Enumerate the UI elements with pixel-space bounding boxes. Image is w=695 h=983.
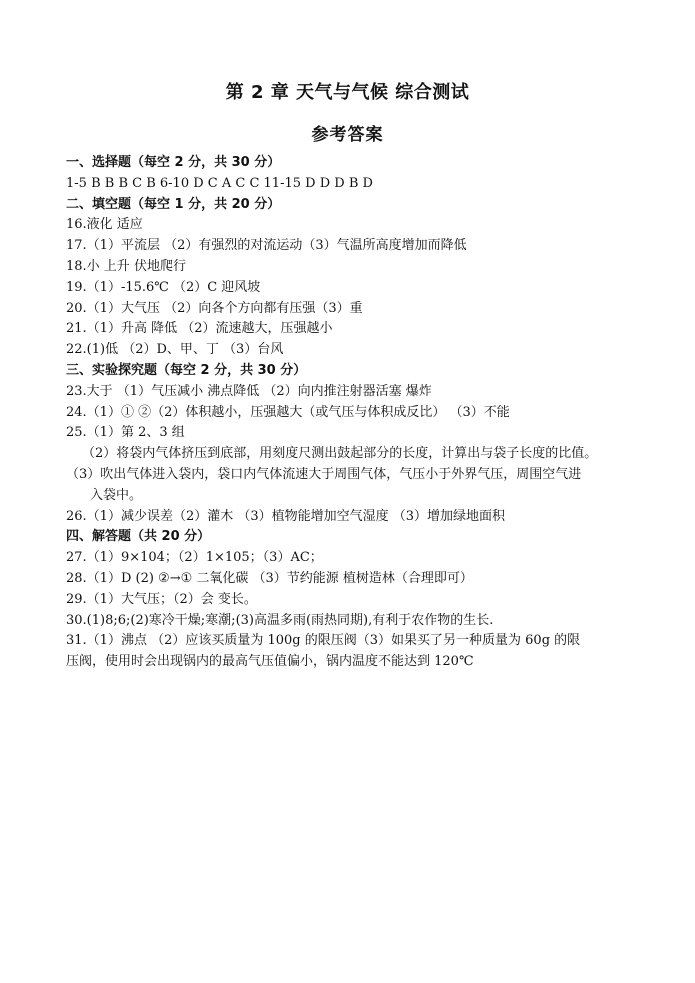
section-heading-choice: 一、选择题（每空 2 分，共 30 分） [66,155,281,170]
answer-line-26: 26.（1）减少误差（2）灌木 （3）植物能增加空气湿度 （3）增加绿地面积 [66,508,506,524]
answer-line-21: 21.（1）升高 降低 （2）流速越大，压强越小 [66,321,333,337]
answer-line-22: 22.(1)低 （2）D、甲、丁 （3）台风 [66,342,284,358]
answer-line-25-2: （2）将袋内气体挤压到底部，用刻度尺测出鼓起部分的长度，计算出与袋子长度的比值。 [82,446,598,462]
answer-line-25-3: （3）吹出气体进入袋内，袋口内气体流速大于周围气体，气压小于外界气压，周围空气进 [66,466,582,482]
section-heading-fill: 二、填空题（每空 1 分，共 20 分） [66,196,281,212]
answer-line-25-3-cont: 入袋中。 [90,487,143,503]
answer-line-28: 28.（1）D (2) ②→① 二氧化碳 （3）节约能源 植树造林（合理即可） [66,570,473,586]
answer-line-31: 31.（1）沸点 （2）应该买质量为 100g 的限压阀（3）如果买了另一种质量为 60g 的限 [66,633,581,649]
section-heading-experiment: 三、实验探究题（每空 2 分，共 30 分） [66,362,307,378]
answer-line-20: 20.（1）大气压 （2）向各个方向都有压强（3）重 [66,300,363,316]
answer-line-18: 18.小 上升 伏地爬行 [66,258,186,274]
answer-line-17: 17.（1）平流层 （2）有强烈的对流运动（3）气温所高度增加而降低 [66,238,467,254]
page-subtitle: 参考答案 [311,125,384,145]
page-title: 第 2 章 天气与气候 综合测试 [225,82,470,103]
answer-line-27: 27.（1）9×104；（2）1×105；（3）AC； [66,550,323,566]
answer-line-16: 16.液化 适应 [66,217,143,233]
answer-line-24: 24.（1）① ②（2）体积越小，压强越大（或气压与体积成反比） （3）不能 [66,404,510,420]
answer-content [66,153,666,673]
answer-line-23: 23.大于 （1）气压减小 沸点降低 （2）向内推注射器活塞 爆炸 [66,383,432,399]
answer-line-30: 30.(1)8;6;(2)寒冷干燥;寒潮;(3)高温多雨(雨热同期),有利于农作物的生长. [66,612,494,628]
answer-line-choice: 1-5 B B B C B 6-10 D C A C C 11-15 D D D B D [66,175,373,191]
answer-line-25-1: 25.（1）第 2、3 组 [66,425,185,441]
answer-line-29: 29.（1）大气压；（2）会 变长。 [66,591,257,607]
section-heading-solve: 四、解答题（共 20 分） [66,529,211,545]
answer-line-31-cont: 压阀，使用时会出现锅内的最高气压值偏小，锅内温度不能达到 120℃ [66,654,474,670]
answer-line-19: 19.（1）-15.6℃ （2）C 迎风坡 [66,279,261,295]
